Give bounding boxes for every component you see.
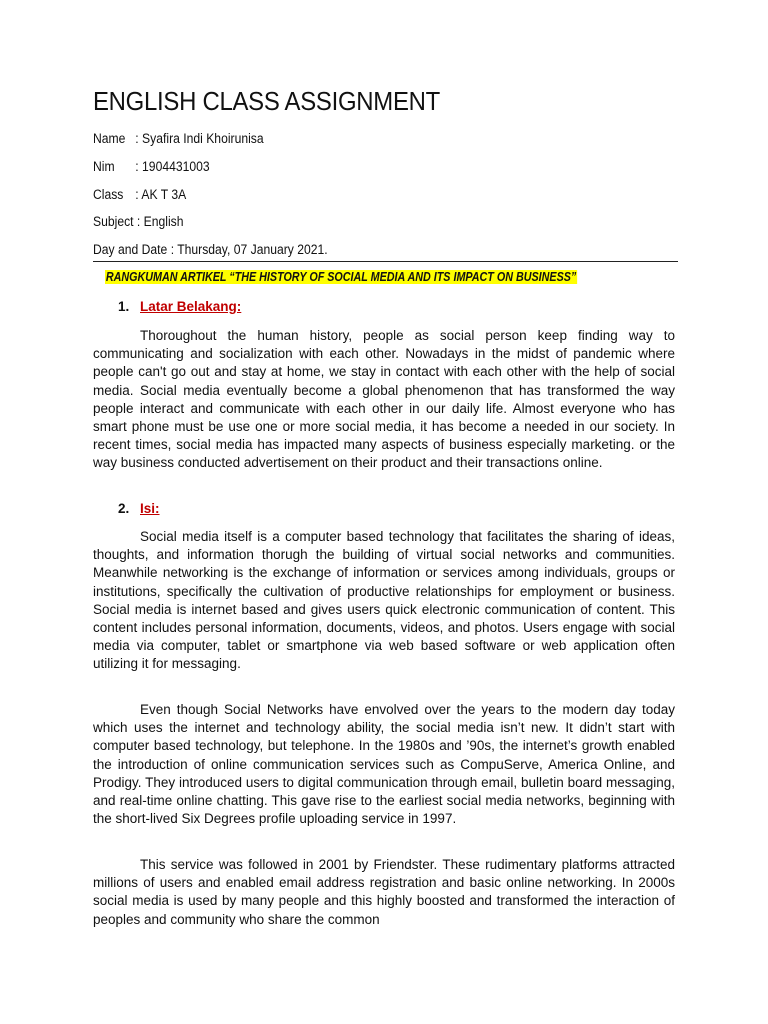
horizontal-divider <box>93 261 678 262</box>
section-heading-latar-belakang <box>118 299 241 314</box>
field-day-and-date <box>93 242 328 257</box>
field-label: Name <box>93 131 126 146</box>
field-value: : Thursday, 07 January 2021. <box>170 242 328 257</box>
field-value: : AK T 3A <box>135 187 187 202</box>
field-label: Day and Date <box>93 242 168 257</box>
field-label: Nim <box>93 159 115 174</box>
section-label: Latar Belakang: <box>140 299 242 314</box>
document-title: ENGLISH CLASS ASSIGNMENT <box>93 86 440 116</box>
paragraph-social-media-definition: Social media itself is a computer based technology that facilitates the sharing of ideas, thoughts, and information thorugh the building of virtual social networks and communities. Meanwhile networking is the exchange of information or services among individuals, groups or institutions, specifically the cultivation of productive relationships for employment or business. Social media is internet based and gives users quick electronic communication of content. This content includes personal information, documents, videos, and photos. Users engage with social media via computer, tablet or smartphone via web based software or web application often utilizing it for messaging. <box>93 529 675 672</box>
field-class <box>93 187 186 202</box>
field-subject <box>93 214 184 229</box>
field-label: Class <box>93 187 124 202</box>
paragraph-social-media-history: Even though Social Networks have envolved over the years to the modern day today which uses the internet and technology ability, the social media isn’t new. It didn’t start with computer based technology, but telephone. In the 1980s and ’90s, the internet’s growth enabled the introduction of online communication services such as CompuServe, America Online, and Prodigy. They introduced users to digital communication through email, bulletin board messaging, and real-time online chatting. This gave rise to the earliest social media networks, beginning with the short-lived Six Degrees profile uploading service in 1997. <box>93 702 675 827</box>
paragraph-background: Thoroughout the human history, people as social person keep finding way to communicating and socialization with each other. Nowadays in the midst of pandemic where people can't go out and stay at home, we stay in contact with each other with the help of social media. Social media eventually become a global phenomenon that has transformed the way people interact and communicate with each other in our daily life. Almost everyone who has smart phone must be use one or more social media, it has become a needed in our society. In recent times, social media has impacted many aspects of business especially marketing. or the way business conducted advertisement on their product and their transactions online. <box>93 328 675 471</box>
section-label: Isi: <box>140 501 160 516</box>
paragraph-friendster: This service was followed in 2001 by Friendster. These rudimentary platforms attracted millions of users and enabled email address registration and basic online networking. In 2000s social media is used by many people and this highly boosted and transformed the interaction of peoples and community who share the common <box>93 857 675 927</box>
section-number: 2. <box>118 501 130 516</box>
article-headline: RANGKUMAN ARTIKEL “THE HISTORY OF SOCIAL MEDIA AND ITS IMPACT ON BUSINESS” <box>105 270 577 284</box>
field-value: : 1904431003 <box>135 159 210 174</box>
field-nim <box>93 159 210 174</box>
field-label: Subject <box>93 214 134 229</box>
field-value: : English <box>136 214 184 229</box>
section-number: 1. <box>118 299 130 314</box>
field-name <box>93 131 264 146</box>
field-value: : Syafira Indi Khoirunisa <box>135 131 264 146</box>
section-heading-isi <box>118 501 160 516</box>
